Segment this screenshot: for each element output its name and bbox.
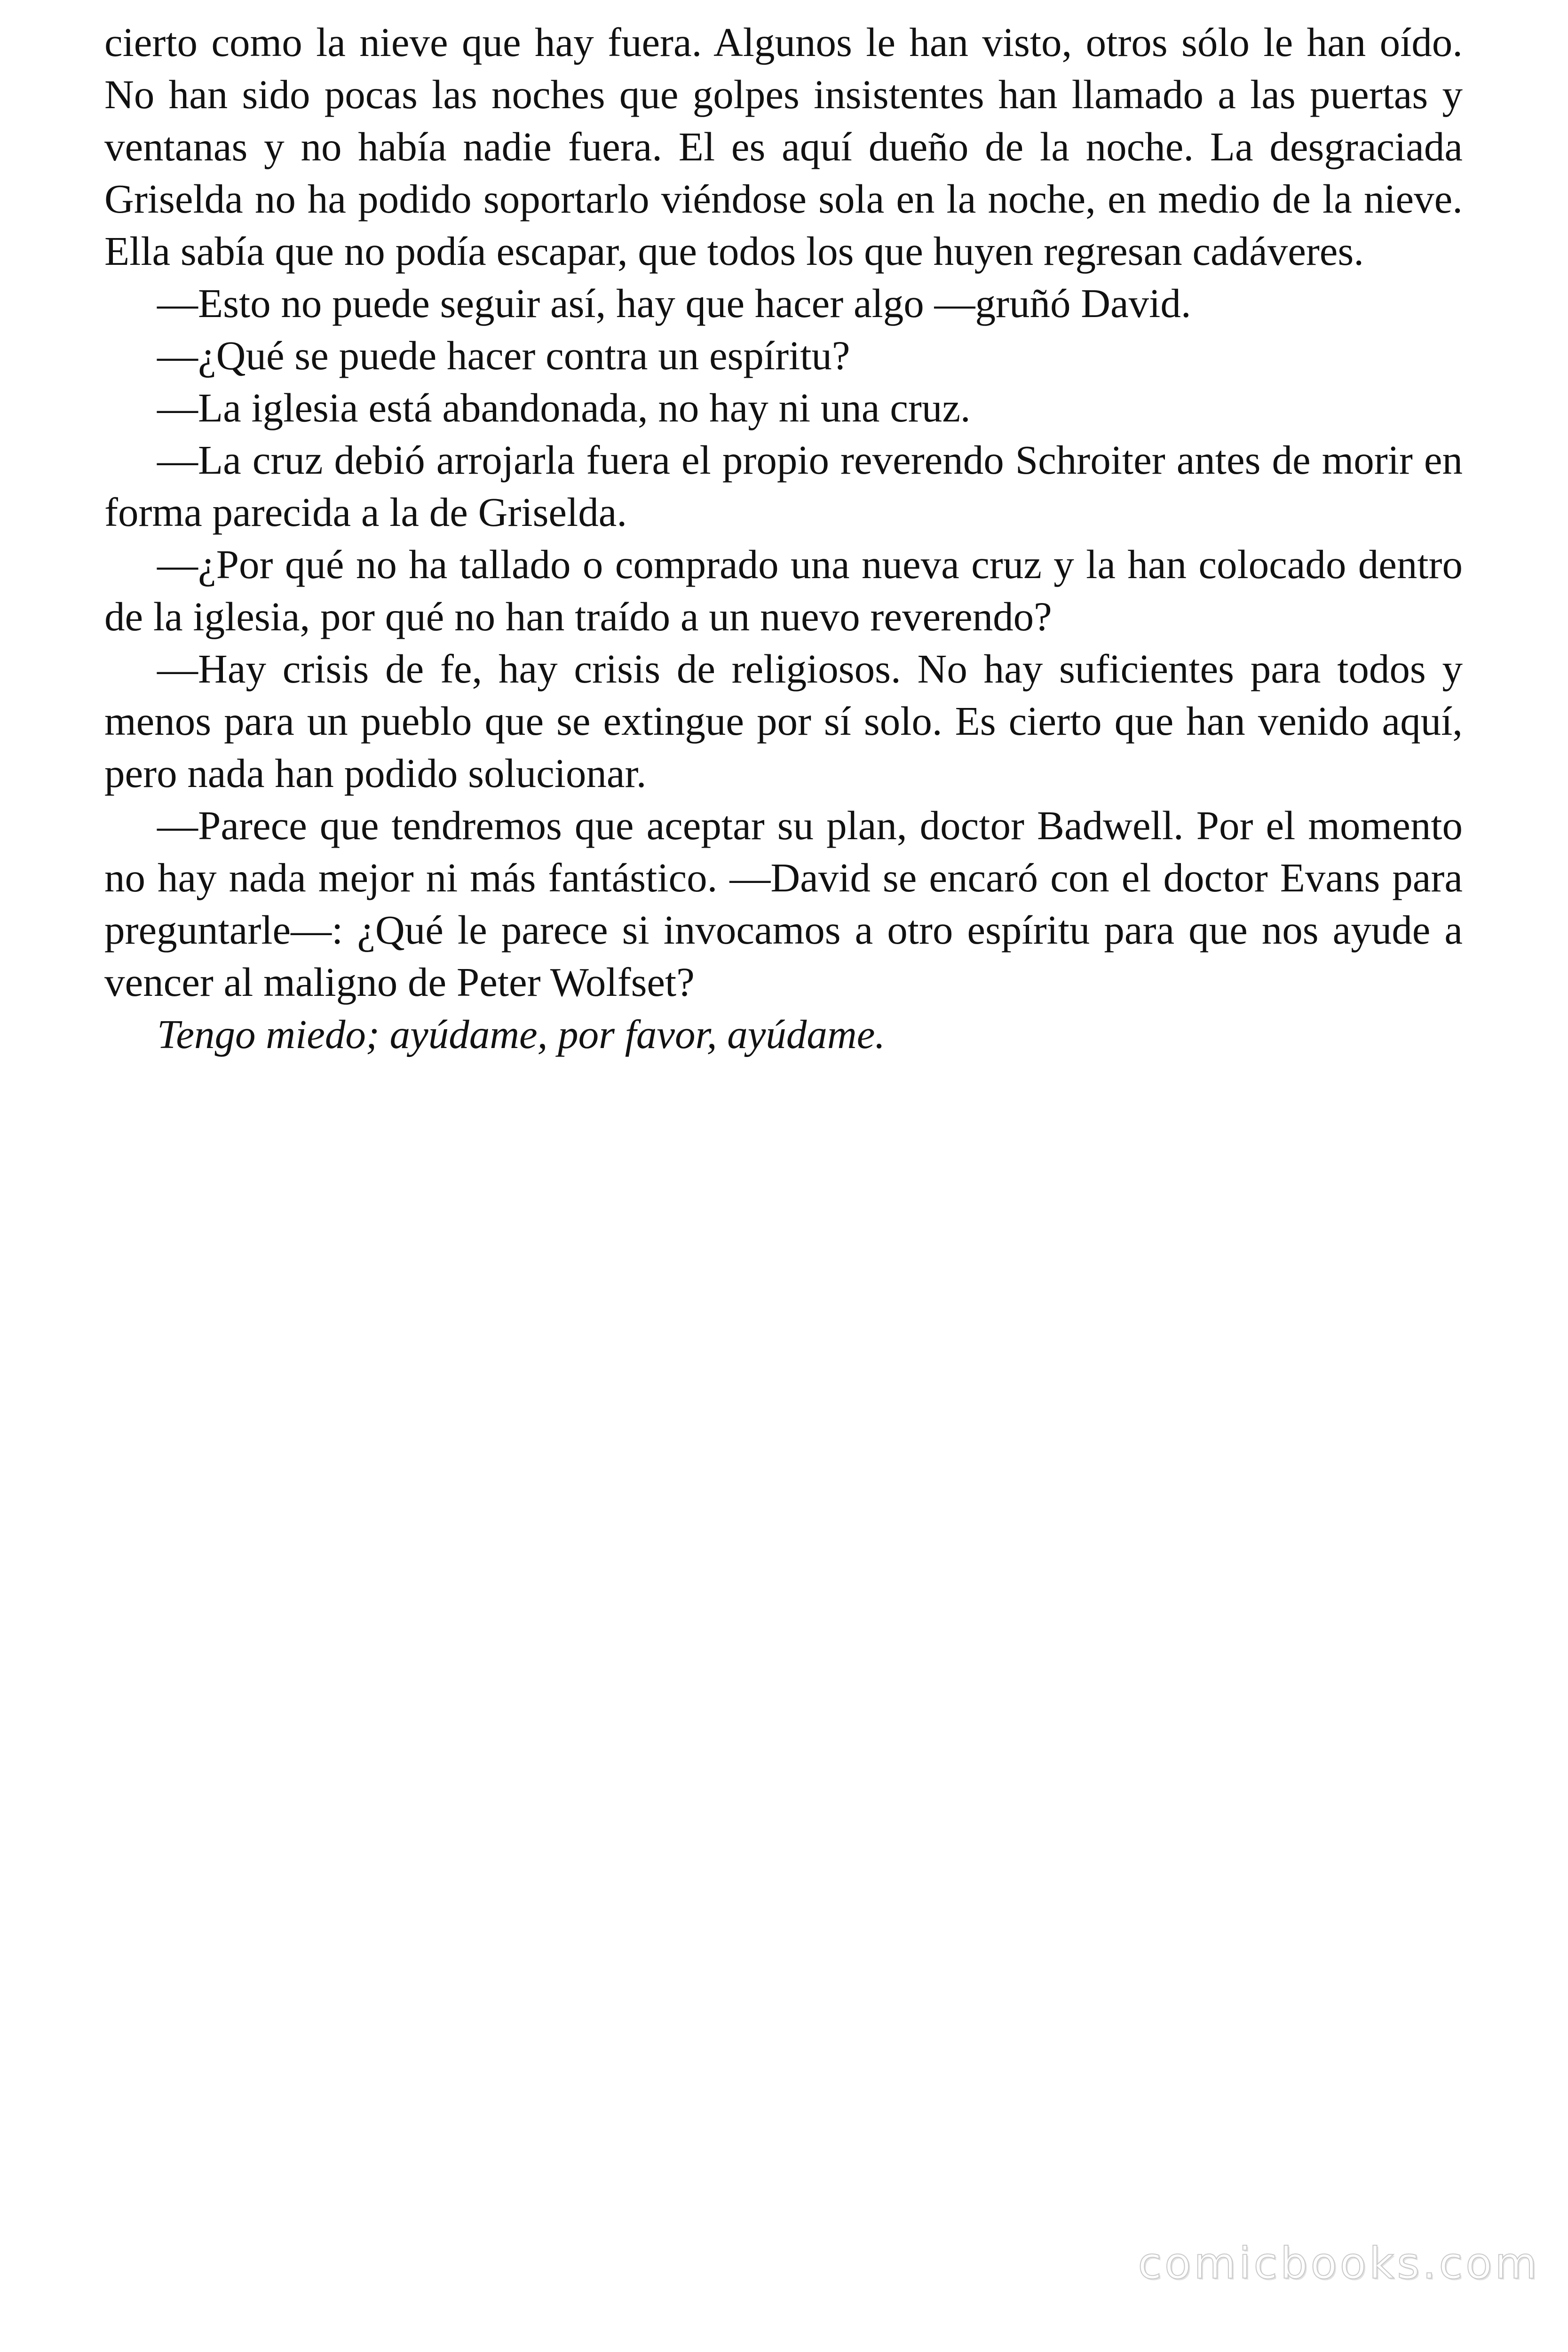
paragraph-2: —Esto no puede seguir así, hay que hacer algo —gruñó David.	[157, 280, 1191, 326]
watermark: comicbooks.com	[1138, 2238, 1540, 2288]
paragraph-6: —¿Por qué no ha tallado o comprado una nueva cruz y la han colocado dentro de la iglesia, por qué no han traído a un nuevo reverendo?	[104, 541, 1463, 639]
paragraph-1: cierto como la nieve que hay fuera. Algunos le han visto, otros sólo le han oído. No han sido pocas las noches que golpes insistentes han llamado a las puertas y ventanas y no había nadie fuera. El es aquí dueño de la noche. La desgraciada Griselda no ha podido soportarlo viéndose sola en la noche, en medio de la nieve. Ella sabía que no podía escapar, que todos los que huyen regresan cadáveres.	[104, 19, 1463, 274]
paragraph-4: —La iglesia está abandonada, no hay ni una cruz.	[157, 385, 971, 430]
paragraph-8: —Parece que tendremos que aceptar su plan, doctor Badwell. Por el momento no hay nada mejor ni más fantástico. —David se encaró con el doctor Evans para preguntarle—: ¿Qué le parece si invocamos a otro espíritu para que nos ayude a vencer al maligno de Peter Wolfset?	[104, 803, 1463, 1005]
paragraph-9-italic: Tengo miedo; ayúdame, por favor, ayúdame.	[157, 1011, 886, 1057]
paragraph-3: —¿Qué se puede hacer contra un espíritu?	[157, 333, 850, 378]
book-page-text	[104, 16, 1463, 1060]
paragraph-7: —Hay crisis de fe, hay crisis de religiosos. No hay suficientes para todos y menos para un pueblo que se extingue por sí solo. Es cierto que han venido aquí, pero nada han podido solucionar.	[104, 646, 1463, 796]
paragraph-5: —La cruz debió arrojarla fuera el propio reverendo Schroiter antes de morir en forma parecida a la de Griselda.	[104, 437, 1463, 535]
